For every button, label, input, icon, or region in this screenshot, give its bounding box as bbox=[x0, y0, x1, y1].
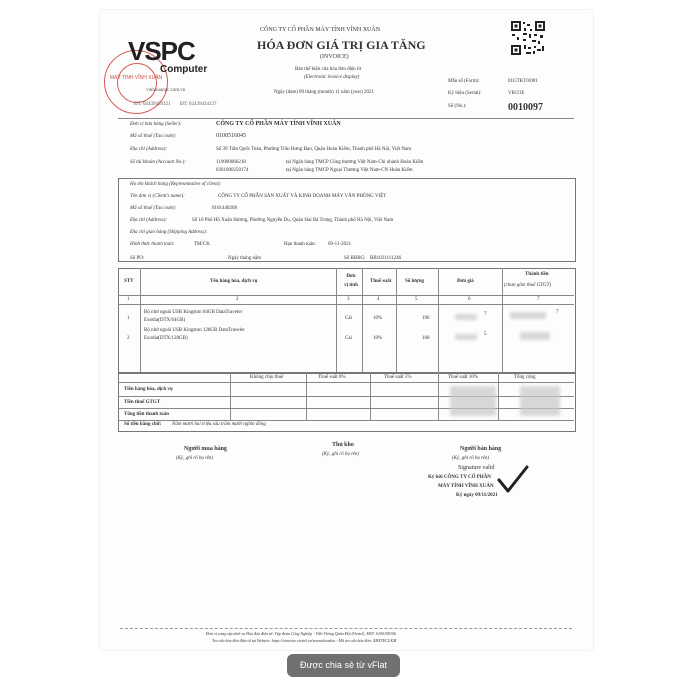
row-2-name-line2: Exodia(DTX/128GB) bbox=[144, 336, 188, 341]
sig-seller-note: (Ký, ghi rõ họ tên) bbox=[452, 456, 490, 461]
summary-col-no-tax: Không chịu thuế bbox=[250, 375, 284, 380]
logo-brand: VSPC bbox=[128, 36, 195, 66]
bbbg-label: Số BBBG: bbox=[344, 256, 366, 261]
invoice-paper bbox=[100, 10, 593, 650]
invoice-title-en: (INVOICE) bbox=[320, 54, 349, 60]
col-divider bbox=[502, 268, 503, 372]
summary-col-divider bbox=[498, 372, 499, 420]
invoice-date: Ngày (date) 09 tháng (month) 11 năm (year) 2021 bbox=[274, 90, 375, 95]
row-1-name-line1: Bộ nhớ ngoài USB Kingston 64GB DataTraveler bbox=[144, 310, 243, 315]
th-total: Thành tiền bbox=[525, 272, 549, 277]
row-1-total: 7 bbox=[556, 310, 559, 315]
col-num: 2 bbox=[236, 297, 239, 302]
sig-warehouse-title: Thủ kho bbox=[332, 442, 354, 448]
amount-words-label: Số tiền bằng chữ: bbox=[124, 422, 162, 427]
qr-code-icon bbox=[510, 20, 546, 56]
summary-col-5: Thuế suất 5% bbox=[384, 375, 412, 380]
th-qty: Số lượng bbox=[405, 279, 424, 284]
serial-value: VB/21E bbox=[508, 91, 525, 96]
sig-signed-by-2: MÁY TÍNH VĨNH XUÂN bbox=[438, 484, 494, 489]
row-2-qty: 100 bbox=[422, 336, 430, 341]
col-num: 7 bbox=[537, 297, 540, 302]
summary-col-divider bbox=[438, 372, 439, 420]
summary-divider bbox=[118, 396, 574, 397]
display-note-en: (Electronic invoice display) bbox=[304, 75, 360, 80]
seller-bank-1: tại Ngân hàng TMCP Công thương Việt Nam-Chi nhánh Hoàn Kiếm bbox=[286, 160, 424, 165]
col-num: 3 bbox=[347, 297, 350, 302]
buyer-shipping-label: Địa chỉ giao hàng (Shipping Address): bbox=[130, 230, 208, 235]
summary-divider bbox=[118, 420, 574, 421]
logo-phone-2: ĐT: 02439434137 bbox=[180, 102, 217, 107]
row-2-price: 5 bbox=[484, 332, 487, 337]
seller-account-2: 0301000250174 bbox=[216, 168, 249, 173]
summary-col-total: Tổng cộng bbox=[514, 375, 536, 380]
summary-col-divider bbox=[370, 372, 371, 420]
stamp-text: MÁY TÍNH VĨNH XUÂN bbox=[109, 75, 163, 81]
col-num: 1 bbox=[127, 297, 130, 302]
seller-name-label: Đơn vị bán hàng (Seller): bbox=[130, 122, 182, 127]
buyer-payment-label: Hình thức thanh toán: bbox=[130, 242, 175, 247]
form-value: 01GTKT0/001 bbox=[508, 79, 538, 84]
row-2-price-redacted bbox=[455, 334, 477, 340]
po-label: Số PO: bbox=[130, 256, 145, 261]
summary-col-divider bbox=[306, 372, 307, 420]
buyer-name-value: CÔNG TY CỔ PHẦN SẢN XUẤT VÀ KINH DOANH MÁY VĂN PHÒNG VIỆT bbox=[218, 194, 387, 199]
summary-col-0: Thuế suất 0% bbox=[318, 375, 346, 380]
col-divider bbox=[438, 268, 439, 372]
summary-row-vat: Tiền thuế GTGT bbox=[124, 400, 161, 405]
display-note: Bản thể hiện của hóa đơn điện tử bbox=[295, 67, 362, 72]
sig-seller-title: Người bán hàng bbox=[460, 446, 502, 452]
seller-bank-2: tại Ngân hàng TMCP Ngoại Thương Việt Nam-CN Hoàn Kiếm bbox=[286, 168, 413, 173]
header-divider bbox=[118, 118, 574, 119]
summary-col-divider bbox=[230, 372, 231, 420]
sig-buyer-title: Người mua hàng bbox=[184, 446, 227, 452]
seller-tax-value: 0100516045 bbox=[216, 133, 246, 139]
summary-divider bbox=[118, 382, 574, 383]
th-unit: Đơn vị tính bbox=[344, 274, 358, 288]
sig-warehouse-note: (Ký, ghi rõ họ tên) bbox=[322, 452, 360, 457]
sig-buyer-note: (Ký, ghi rõ họ tên) bbox=[176, 456, 214, 461]
share-toast: Được chia sẻ từ vFlat bbox=[287, 654, 400, 677]
logo-website: vinhxuanpc.com.vn bbox=[146, 88, 186, 93]
amount-words-value: Năm mươi hai triệu sáu trăm mười nghìn đồng bbox=[172, 422, 266, 427]
company-title: CÔNG TY CỔ PHẦN MÁY TÍNH VĨNH XUÂN bbox=[260, 27, 381, 33]
row-2-total-redacted bbox=[520, 332, 550, 340]
row-1-total-redacted bbox=[510, 312, 546, 319]
th-total-note: (chưa gồm thuế GTGT) bbox=[504, 283, 552, 288]
summary-col-10: Thuế suất 10% bbox=[448, 375, 478, 380]
invoice-number: 0010097 bbox=[508, 102, 543, 113]
seller-tax-label: Mã số thuế (Tax code): bbox=[130, 134, 177, 139]
row-1-price: 7 bbox=[484, 312, 487, 317]
col-divider bbox=[140, 268, 141, 372]
seller-address-value: Số 39 Trần Quốc Toản, Phường Trần Hưng Đạo, Quận Hoàn Kiếm, Thành phố Hà Nội, Việt Nam bbox=[216, 147, 412, 152]
stamp-inner-ring bbox=[117, 63, 157, 103]
row-1-stt: 1 bbox=[127, 316, 130, 321]
row-1-price-redacted bbox=[455, 314, 477, 320]
buyer-address-label: Địa chỉ (Address): bbox=[130, 218, 168, 223]
checkmark-icon bbox=[496, 464, 530, 494]
logo-sub: Computer bbox=[160, 64, 208, 75]
po-date-label: Ngày tháng năm bbox=[228, 256, 262, 261]
row-1-name-line2: Exodia(DTX/64GB) bbox=[144, 318, 186, 323]
invoice-title: HÓA ĐƠN GIÁ TRỊ GIA TĂNG bbox=[257, 38, 426, 52]
col-num: 5 bbox=[415, 297, 418, 302]
serial-label: Ký hiệu (Serial): bbox=[448, 91, 482, 96]
summary-row-total: Tổng tiền thanh toán bbox=[124, 412, 169, 417]
buyer-address-value: Số 10 Phố Hồ Xuân Hương, Phường Nguyễn Du, Quận Hai Bà Trưng, Thành phố Hà Nội, Việt Nam bbox=[192, 218, 394, 223]
summary-divider bbox=[118, 408, 574, 409]
th-name: Tên hàng hóa, dịch vụ bbox=[210, 279, 258, 284]
buyer-name-label: Tên đơn vị (Client's name): bbox=[130, 194, 185, 199]
seller-account-1: 119000066218 bbox=[216, 160, 246, 165]
buyer-tax-label: Mã số thuế (Tax code): bbox=[130, 206, 177, 211]
buyer-payment-value: TM/CK bbox=[194, 242, 210, 247]
row-1-qty: 190 bbox=[422, 316, 430, 321]
col-num: 6 bbox=[468, 297, 471, 302]
col-divider bbox=[396, 268, 397, 372]
row-2-tax: 10% bbox=[373, 336, 383, 341]
summary-values-redacted bbox=[450, 386, 496, 416]
seller-address-label: Địa chỉ (Address): bbox=[130, 147, 168, 152]
row-1-unit: Cái bbox=[345, 316, 352, 321]
summary-totals-redacted bbox=[520, 386, 560, 416]
th-price: Đơn giá bbox=[457, 279, 474, 284]
number-label: Số (No.): bbox=[448, 104, 467, 109]
buyer-due-value: 09-11-2021 bbox=[328, 242, 352, 247]
th-stt: STT bbox=[124, 279, 134, 284]
seller-name-value: CÔNG TY CỔ PHẦN MÁY TÍNH VĨNH XUÂN bbox=[216, 121, 341, 127]
footer-divider bbox=[120, 628, 572, 629]
row-2-unit: Cái bbox=[345, 336, 352, 341]
th-tax: Thuế suất bbox=[370, 279, 392, 284]
row-2-name-line1: Bộ nhớ ngoài USB Kingston 128GB DataTraveler bbox=[144, 328, 245, 333]
sig-signed-date: Ký ngày 09/11/2021 bbox=[456, 493, 498, 498]
table-colnum-divider bbox=[118, 304, 574, 305]
buyer-tax-value: 0101440208 bbox=[212, 206, 237, 211]
bbbg-value: BB1021111246 bbox=[370, 256, 402, 261]
col-num: 4 bbox=[377, 297, 380, 302]
logo-phone-1: ĐT: 02439439121 bbox=[134, 102, 171, 107]
form-label: Mẫu số (Form): bbox=[448, 79, 480, 84]
table-header-divider bbox=[118, 295, 574, 296]
summary-row-goods: Tiền hàng hóa, dịch vụ bbox=[124, 387, 173, 392]
col-divider bbox=[362, 268, 363, 372]
sig-signed-by: Ký bởi CÔNG TY CỔ PHẦN bbox=[428, 475, 491, 480]
buyer-client-label: Họ tên khách hàng (Representative of client): bbox=[130, 182, 222, 187]
footer-line-1: Đơn vị cung cấp dịch vụ Hóa đơn điện tử: Tập đoàn Công Nghiệp - Viễn Thông Quân Đội (Viettel), MST: 0100109106 bbox=[206, 631, 397, 636]
buyer-due-label: Hạn thanh toán: bbox=[284, 242, 316, 247]
row-2-stt: 2 bbox=[127, 336, 130, 341]
seller-account-label: Số tài khoản (Account No.): bbox=[130, 160, 186, 165]
row-1-tax: 10% bbox=[373, 316, 383, 321]
col-divider bbox=[336, 268, 337, 372]
footer-line-2: Tra cứu hóa đơn điện tử tại Website: https://sinvoice.viettel.vn/tracuuhoadon - Mã tra cứu hóa đơn: XHXTECLKM bbox=[212, 638, 397, 643]
sig-valid: Signature valid bbox=[458, 465, 495, 471]
